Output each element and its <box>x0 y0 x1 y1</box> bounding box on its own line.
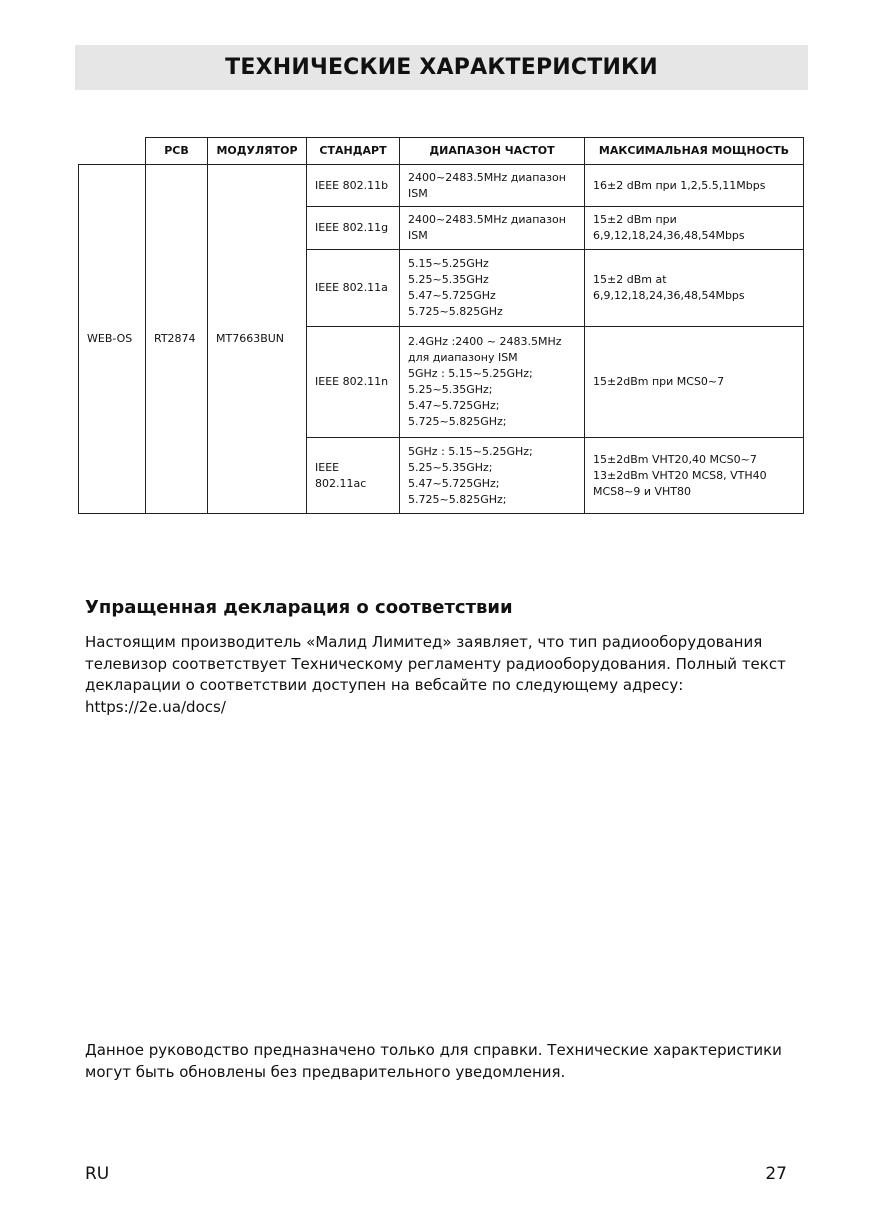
declaration-text <box>85 632 805 718</box>
standard-cell <box>307 438 400 514</box>
range-line: 2400~2483.5MHz диапазон <box>408 213 566 226</box>
range-line: 5.725~5.825GHz; <box>408 492 507 506</box>
power-line: 6,9,12,18,24,36,48,54Mbps <box>593 229 745 242</box>
range-line: 5GHz : 5.15~5.25GHz; <box>408 444 533 458</box>
power-line: 15±2 dBm при <box>593 213 677 226</box>
standard-line: IEEE <box>315 460 340 474</box>
range-cell <box>400 207 585 250</box>
power-cell <box>585 165 804 207</box>
power-cell <box>585 327 804 438</box>
standard-cell <box>307 207 400 250</box>
specs-table <box>78 137 804 514</box>
range-line: 5.47~5.725GHz; <box>408 476 500 490</box>
note-line: Данное руководство предназначено только для справки. Технические характеристики <box>85 1041 782 1059</box>
range-line: 5.47~5.725GHz; <box>408 399 500 412</box>
range-cell <box>400 438 585 514</box>
range-line: 5.25~5.35GHz; <box>408 460 493 474</box>
power-cell <box>585 438 804 514</box>
range-line: 2.4GHz :2400 ~ 2483.5MHz <box>408 335 562 348</box>
range-line: 5GHz : 5.15~5.25GHz; <box>408 367 533 380</box>
power-line: 15±2dBm при MCS0~7 <box>593 375 725 388</box>
declaration-url: https://2e.ua/docs/ <box>85 697 226 716</box>
power-line: MCS8~9 и VHT80 <box>593 484 692 498</box>
declaration-title: Упращенная декларация о соответствии <box>85 597 513 618</box>
power-line: 16±2 dBm при 1,2,5.5,11Mbps <box>593 178 766 192</box>
range-line: 5.15~5.25GHz <box>408 257 489 270</box>
range-line: 5.25~5.35GHz <box>408 273 489 286</box>
range-line: ISM <box>408 186 428 200</box>
standard-cell <box>307 327 400 438</box>
standard-cell <box>307 250 400 327</box>
table-header-cell: МАКСИМАЛЬНАЯ МОЩНОСТЬ <box>585 138 804 165</box>
power-cell <box>585 207 804 250</box>
power-line: 13±2dBm VHT20 MCS8, VTH40 <box>593 468 767 482</box>
standard-cell <box>307 165 400 207</box>
power-line: 15±2dBm VHT20,40 MCS0~7 <box>593 452 757 466</box>
range-line: 5.25~5.35GHz; <box>408 383 493 396</box>
pcb-cell: RT2874 <box>146 165 208 514</box>
range-cell <box>400 165 585 207</box>
table-header-cell: СТАНДАРТ <box>307 138 400 165</box>
range-line: 2400~2483.5MHz диапазон <box>408 170 566 184</box>
power-cell <box>585 250 804 327</box>
declaration-line: телевизор соответствует Техническому регламенту радиооборудования. Полный текст <box>85 654 786 673</box>
range-cell <box>400 250 585 327</box>
footer-language: RU <box>85 1164 110 1184</box>
table-header-cell: PCB <box>146 138 208 165</box>
standard-line: IEEE 802.11g <box>315 221 389 234</box>
standard-line: IEEE 802.11a <box>315 281 388 294</box>
range-line: ISM <box>408 229 428 242</box>
range-cell <box>400 327 585 438</box>
table-header-cell: МОДУЛЯТОР <box>208 138 307 165</box>
disclaimer-note <box>85 1040 805 1083</box>
page-number: 27 <box>765 1164 787 1184</box>
note-line: могут быть обновлены без предварительного уведомления. <box>85 1062 566 1081</box>
table-header-cell: ДИАПАЗОН ЧАСТОТ <box>400 138 585 165</box>
standard-line: IEEE 802.11n <box>315 375 389 388</box>
declaration-line: декларации о соответствии доступен на вебсайте по следующему адресу: <box>85 676 684 694</box>
table-row <box>79 165 804 207</box>
declaration-line: Настоящим производитель «Малид Лимитед» заявляет, что тип радиооборудования <box>85 633 763 651</box>
standard-line: 802.11ac <box>315 476 367 490</box>
title-bar <box>75 45 808 90</box>
standard-line: IEEE 802.11b <box>315 178 389 192</box>
power-line: 6,9,12,18,24,36,48,54Mbps <box>593 289 745 302</box>
table-header-blank <box>79 138 146 165</box>
modulator-cell: MT7663BUN <box>208 165 307 514</box>
range-line: 5.725~5.825GHz; <box>408 415 507 428</box>
table-header-row <box>79 138 804 165</box>
range-line: 5.47~5.725GHz <box>408 289 496 302</box>
platform-cell: WEB-OS <box>79 165 146 514</box>
range-line: 5.725~5.825GHz <box>408 305 503 318</box>
power-line: 15±2 dBm at <box>593 273 667 286</box>
page-title: ТЕХНИЧЕСКИЕ ХАРАКТЕРИСТИКИ <box>225 55 658 80</box>
range-line: для диапазону ISM <box>408 351 518 364</box>
